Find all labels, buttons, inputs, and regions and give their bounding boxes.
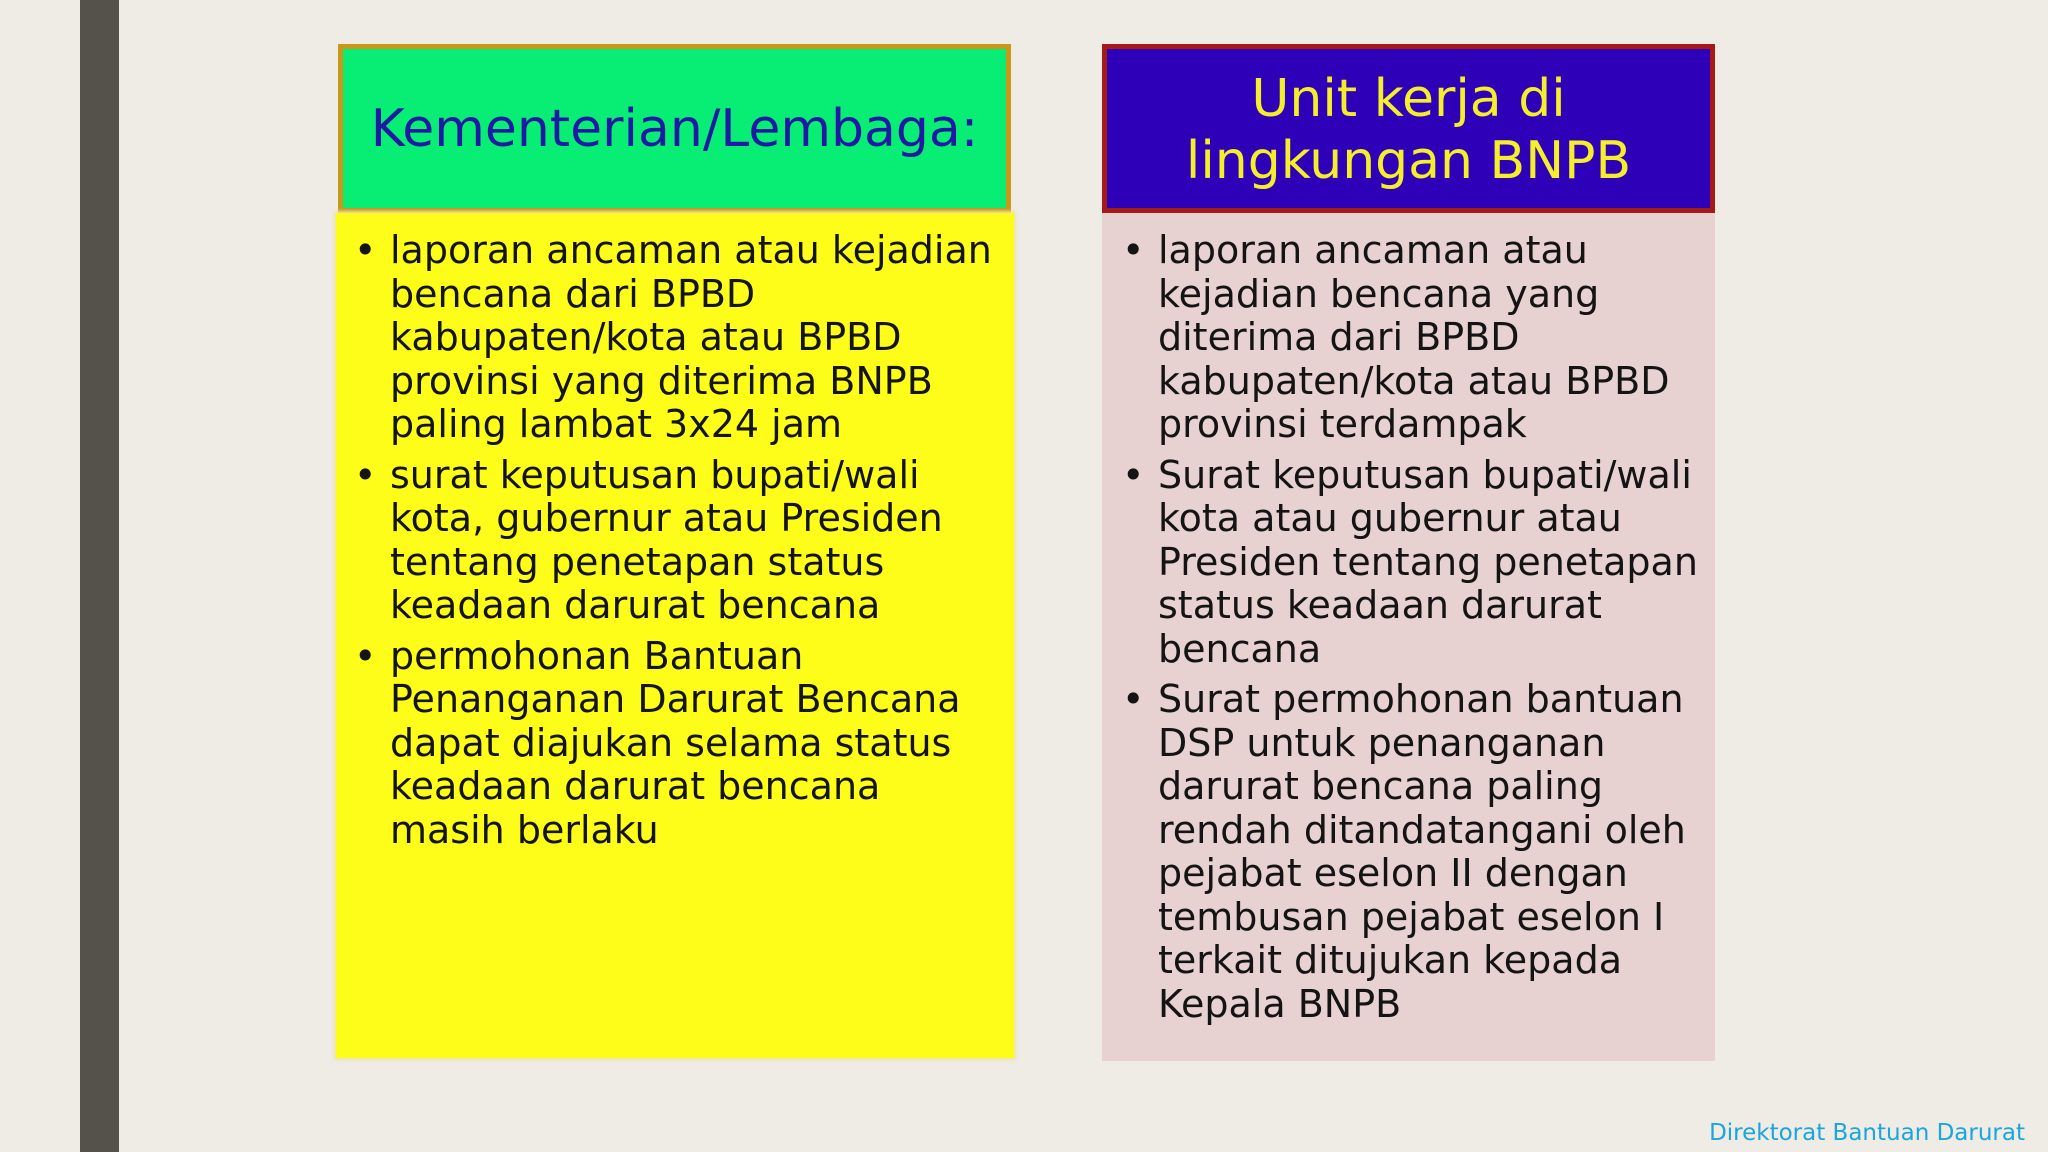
- list-item-text: surat keputusan bupati/wali kota, gubernur atau Presiden tentang penetapan status keadaan darurat bencana: [390, 452, 943, 627]
- list-item-text: permohonan Bantuan Penanganan Darurat Bencana dapat diajukan selama status keadaan darurat bencana masih berlaku: [390, 633, 961, 852]
- bullet-icon: •: [1122, 228, 1145, 272]
- footer-label: Direktorat Bantuan Darurat: [1709, 1120, 2025, 1146]
- bullet-icon: •: [354, 228, 377, 272]
- left-panel-title-box: [338, 44, 1011, 213]
- right-panel-title: Unit kerja di lingkungan BNPB: [1185, 68, 1632, 191]
- list-item: [1122, 454, 1701, 672]
- bullet-icon: •: [1122, 677, 1145, 721]
- right-bullet-list: [1122, 229, 1701, 1026]
- left-panel-body: [336, 213, 1014, 1058]
- list-item-text: Surat keputusan bupati/wali kota atau gubernur atau Presiden tentang penetapan status keadaan darurat bencana: [1158, 452, 1698, 671]
- bullet-icon: •: [354, 633, 377, 678]
- list-item: [1122, 678, 1701, 1026]
- side-accent-bar: [80, 0, 119, 1152]
- list-item-text: laporan ancaman atau kejadian bencana dari BPBD kabupaten/kota atau BPBD provinsi yang diterima BNPB paling lambat 3x24 jam: [390, 228, 992, 446]
- right-panel-title-box: [1102, 44, 1715, 213]
- list-item: [354, 635, 994, 853]
- list-item-text: Surat permohonan bantuan DSP untuk penanganan darurat bencana paling rendah ditandatangani oleh pejabat eselon II dengan tembusan pejabat eselon I terkait ditujukan kepada Kepala BNPB: [1158, 677, 1686, 1026]
- left-panel-title: Kementerian/Lembaga:: [370, 98, 979, 159]
- list-item: [1122, 229, 1701, 447]
- right-panel-body: [1102, 213, 1715, 1061]
- list-item: [354, 229, 994, 447]
- list-item-text: laporan ancaman atau kejadian bencana yang diterima dari BPBD kabupaten/kota atau BPBD provinsi terdampak: [1158, 228, 1670, 446]
- list-item: [354, 454, 994, 628]
- left-bullet-list: [354, 229, 994, 852]
- bullet-icon: •: [1122, 452, 1145, 497]
- bullet-icon: •: [354, 452, 377, 497]
